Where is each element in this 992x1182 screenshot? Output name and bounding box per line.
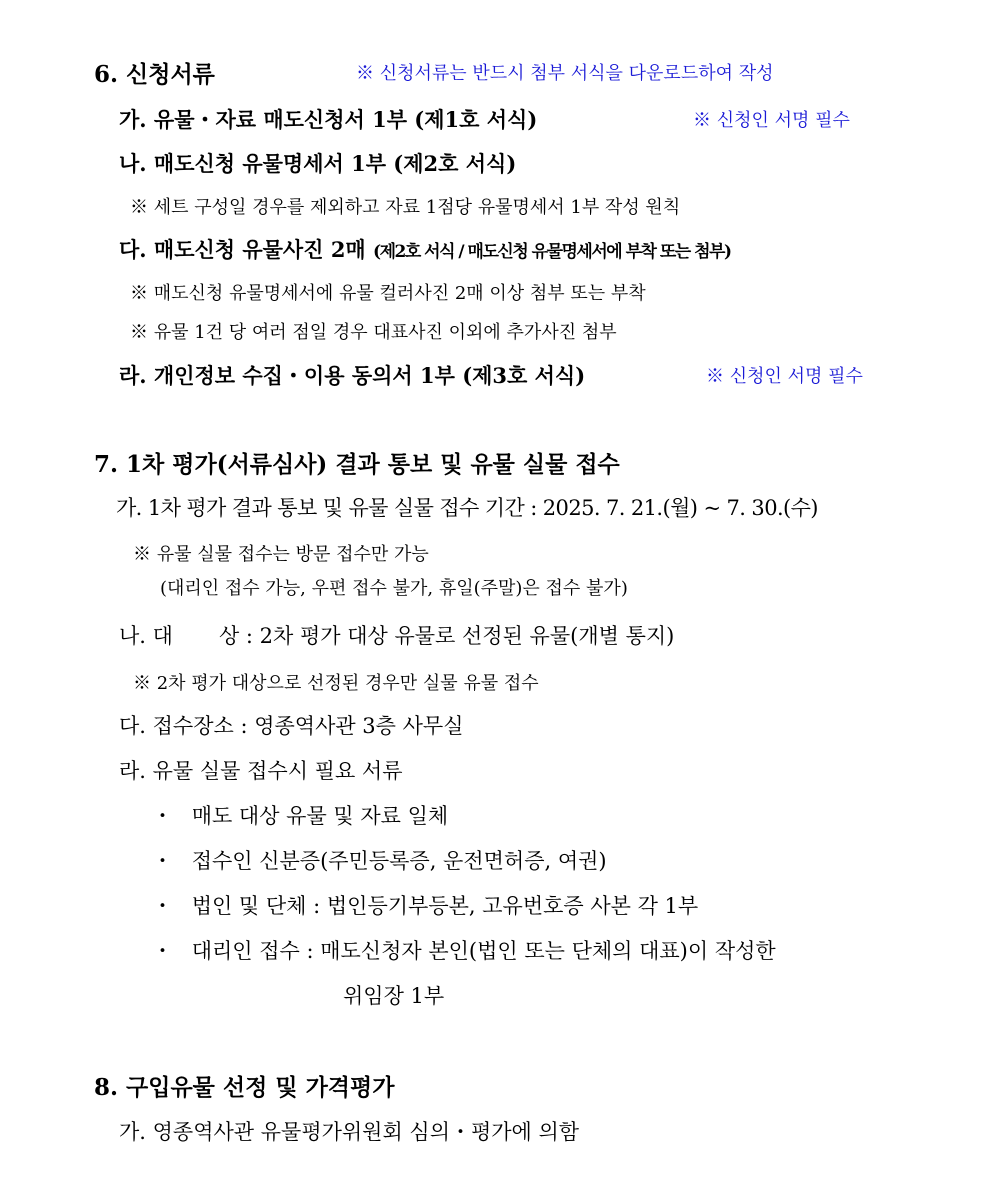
item-7b-note: ※ 2차 평가 대상으로 선정된 경우만 실물 유물 접수 (133, 673, 539, 694)
item-7a-note-2: (대리인 접수 가능, 우편 접수 불가, 휴일(주말)은 접수 불가) (160, 578, 628, 599)
item-6a (119, 107, 537, 132)
list-item-text: 매도 대상 유물 및 자료 일체 (191, 804, 449, 828)
item-6b-text: 나. 매도신청 유물명세서 1부 (제2호 서식) (119, 151, 517, 176)
section-6-heading-note: ※ 신청서류는 반드시 첨부 서식을 다운로드하여 작성 (356, 63, 774, 84)
list-item (152, 894, 698, 919)
item-6c-paren: (제2호 서식 / 매도신청 유물명세서에 부착 또는 첨부) (373, 242, 731, 262)
item-6a-text: 가. 유물・자료 매도신청서 1부 (제1호 서식) (119, 107, 538, 132)
list-item (152, 849, 607, 874)
item-7a: 가. 1차 평가 결과 통보 및 유물 실물 접수 기간 : 2025. 7. 21.(월) ~ 7. 30.(수) (116, 496, 818, 520)
item-7a-note-1: ※ 유물 실물 접수는 방문 접수만 가능 (133, 544, 429, 565)
bullet-icon: ・ (152, 939, 173, 963)
section-8-heading: 8. 구입유물 선정 및 가격평가 (94, 1074, 395, 1101)
item-8a: 가. 영종역사관 유물평가위원회 심의・평가에 의함 (119, 1120, 580, 1144)
item-6b-note: ※ 세트 구성일 경우를 제외하고 자료 1점당 유물명세서 1부 작성 원칙 (130, 197, 681, 218)
bullet-icon: ・ (152, 849, 173, 873)
bullet-icon: ・ (152, 804, 173, 828)
item-6c-note-2: ※ 유물 1건 당 여러 점일 경우 대표사진 이외에 추가사진 첨부 (130, 322, 617, 343)
item-6c (119, 237, 731, 262)
item-6d-note: ※ 신청인 서명 필수 (706, 366, 863, 387)
item-7c: 다. 접수장소 : 영종역사관 3층 사무실 (119, 714, 464, 738)
item-7b-text: : 2차 평가 대상 유물로 선정된 유물(개별 통지) (245, 624, 675, 648)
item-7b-label-1: 나. 대 (119, 624, 173, 648)
list-item (152, 804, 448, 829)
item-7d: 라. 유물 실물 접수시 필요 서류 (119, 759, 403, 783)
list-item-text: 법인 및 단체 : 법인등기부등본, 고유번호증 사본 각 1부 (191, 894, 699, 918)
item-6a-note: ※ 신청인 서명 필수 (693, 110, 850, 131)
list-item (152, 939, 776, 964)
list-item-text: 접수인 신분증(주민등록증, 운전면허증, 여권) (191, 849, 607, 873)
item-6d-text: 라. 개인정보 수집・이용 동의서 1부 (제3호 서식) (119, 363, 586, 388)
list-item-continuation: 위임장 1부 (343, 984, 445, 1008)
item-6c-text: 다. 매도신청 유물사진 2매 (119, 237, 366, 262)
item-7b-label-2: 상 (218, 624, 240, 648)
section-6-heading: 6. 신청서류 (94, 61, 215, 88)
bullet-icon: ・ (152, 894, 173, 918)
item-7b (119, 624, 674, 649)
list-item-text: 대리인 접수 : 매도신청자 본인(법인 또는 단체의 대표)이 작성한 (191, 939, 776, 963)
section-7-heading: 7. 1차 평가(서류심사) 결과 통보 및 유물 실물 접수 (94, 451, 620, 478)
item-6c-note-1: ※ 매도신청 유물명세서에 유물 컬러사진 2매 이상 첨부 또는 부착 (130, 283, 646, 304)
